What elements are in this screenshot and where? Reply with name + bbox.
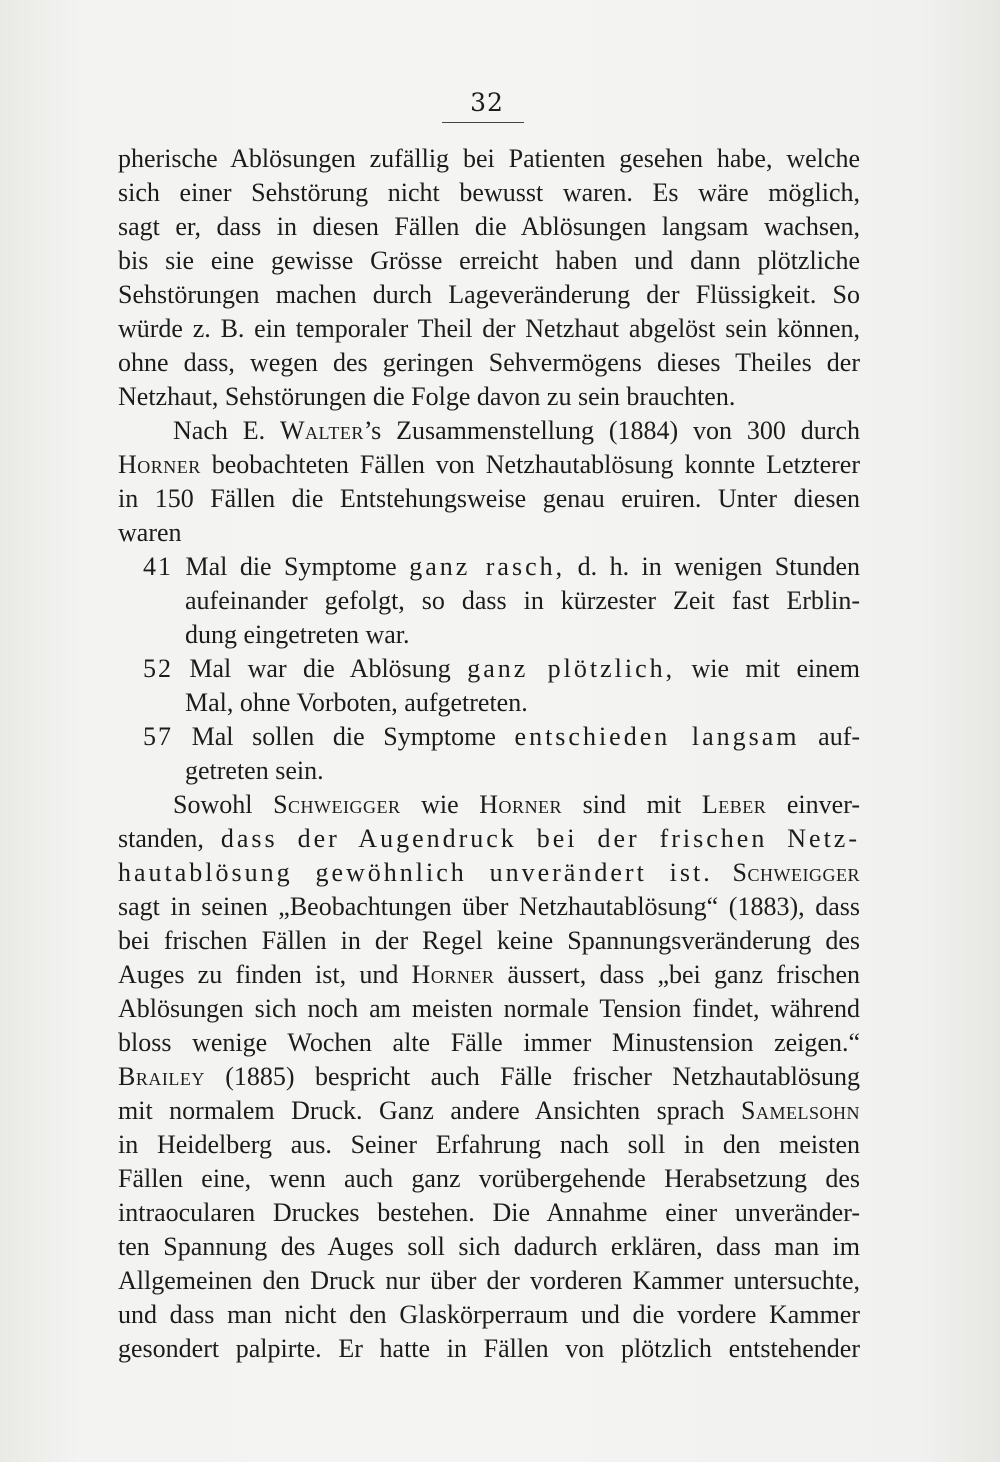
text-line	[118, 822, 860, 856]
list-item-line: getreten sein.	[185, 756, 324, 785]
author-name: Schweigger	[732, 858, 860, 887]
author-name: Leber	[701, 790, 767, 819]
text-run: sind mit	[562, 790, 702, 819]
list-item-line: aufeinander gefolgt, so dass in kürzester Zeit fast Erblin-	[185, 586, 860, 615]
text-line: sich einer Sehstörung nicht bewusst waren. Es wäre möglich,	[118, 178, 860, 207]
author-name: Samelsohn	[741, 1096, 860, 1125]
text-run: standen,	[118, 824, 221, 853]
text-line	[118, 788, 860, 822]
page-number: 32	[470, 88, 504, 117]
emphasis-text: ganz rasch,	[409, 552, 566, 581]
text-line	[118, 958, 860, 992]
page-number-rule	[442, 122, 524, 123]
list-number: 41	[143, 552, 173, 581]
list-item-line	[118, 652, 860, 686]
text-run: Mal sollen die Symptome	[173, 722, 515, 751]
author-name: Walter	[280, 416, 364, 445]
text-line: sagt in seinen „Beobachtungen über Netzhautablösung“ (1883), dass	[118, 892, 860, 921]
text-line: Allgemeinen den Druck nur über der vorderen Kammer untersuchte,	[118, 1266, 860, 1295]
author-name: Brailey	[118, 1062, 205, 1091]
author-name: Horner	[411, 960, 495, 989]
text-line	[118, 856, 860, 890]
text-line: bloss wenige Wochen alte Fälle immer Minustension zeigen.“	[118, 1028, 860, 1057]
text-line	[118, 1060, 860, 1094]
text-run: Sowohl	[173, 790, 274, 819]
text-run: Nach E.	[173, 416, 280, 445]
text-line	[118, 448, 860, 482]
author-name: Horner	[118, 450, 201, 479]
emphasis-text: entschieden langsam	[514, 722, 800, 751]
author-name: Schweigger	[273, 790, 401, 819]
text-line: waren	[118, 518, 182, 547]
text-run: wie	[400, 790, 480, 819]
text-line: in Heidelberg aus. Seiner Erfahrung nach soll in den meisten	[118, 1130, 860, 1159]
body-text	[118, 142, 860, 1366]
text-line: sagt er, dass in diesen Fällen die Ablösungen langsam wachsen,	[118, 212, 860, 241]
list-number: 52	[143, 654, 173, 683]
emphasis-text: dass der Augendruck bei der frischen Netz-	[220, 824, 861, 853]
text-line: ohne dass, wegen des geringen Sehvermögens dieses Theiles der	[118, 348, 860, 377]
author-name: Horner	[479, 790, 563, 819]
text-run: d. h. in wenigen Stunden	[565, 552, 861, 581]
emphasis-text: ganz plötzlich,	[467, 654, 676, 683]
text-line: pherische Ablösungen zufällig bei Patienten gesehen habe, welche	[118, 144, 860, 173]
list-item-line: Mal, ohne Vorboten, aufgetreten.	[185, 688, 528, 717]
text-run: beobachteten Fällen von Netzhautablösung konnte Letzterer	[200, 450, 860, 479]
text-run: Mal die Symptome	[173, 552, 410, 581]
text-line: gesondert palpirte. Er hatte in Fällen von plötzlich entstehender	[118, 1334, 860, 1363]
text-line: Sehstörungen machen durch Lageveränderung der Flüssigkeit. So	[118, 280, 860, 309]
text-line: ten Spannung des Auges soll sich dadurch erklären, dass man im	[118, 1232, 860, 1261]
text-line: intraocularen Druckes bestehen. Die Annahme einer unveränder-	[118, 1198, 860, 1227]
text-line: Netzhaut, Sehstörungen die Folge davon zu sein brauchten.	[118, 382, 736, 411]
list-number: 57	[143, 722, 173, 751]
list-item-line: dung eingetreten war.	[185, 620, 410, 649]
text-line: würde z. B. ein temporaler Theil der Netzhaut abgelöst sein können,	[118, 314, 860, 343]
text-run: (1885) bespricht auch Fälle frischer Netzhautablösung	[204, 1062, 860, 1091]
list-item-line	[118, 550, 860, 584]
text-line	[118, 1094, 860, 1128]
text-run: ’s Zusammenstellung (1884) von 300 durch	[363, 416, 860, 445]
text-run: Mal war die Ablösung	[173, 654, 468, 683]
text-run: einver-	[766, 790, 860, 819]
text-line: Fällen eine, wenn auch ganz vorübergehende Herabsetzung des	[118, 1164, 860, 1193]
text-run: mit normalem Druck. Ganz andere Ansichten sprach	[118, 1096, 742, 1125]
text-run: auf-	[799, 722, 861, 751]
list-item-line	[118, 720, 860, 754]
text-line: bis sie eine gewisse Grösse erreicht haben und dann plötzliche	[118, 246, 860, 275]
text-run	[713, 858, 733, 887]
text-run: äussert, dass „bei ganz frischen	[494, 960, 860, 989]
text-line: in 150 Fällen die Entstehungsweise genau eruiren. Unter diesen	[118, 484, 860, 513]
text-line: Ablösungen sich noch am meisten normale Tension findet, während	[118, 994, 860, 1023]
text-run: Auges zu finden ist, und	[118, 960, 412, 989]
emphasis-text: hautablösung gewöhnlich unverändert ist.	[118, 858, 713, 887]
text-line	[118, 414, 860, 448]
text-line: und dass man nicht den Glaskörperraum und die vordere Kammer	[118, 1300, 860, 1329]
text-line: bei frischen Fällen in der Regel keine Spannungsveränderung des	[118, 926, 860, 955]
text-run: wie mit einem	[675, 654, 860, 683]
